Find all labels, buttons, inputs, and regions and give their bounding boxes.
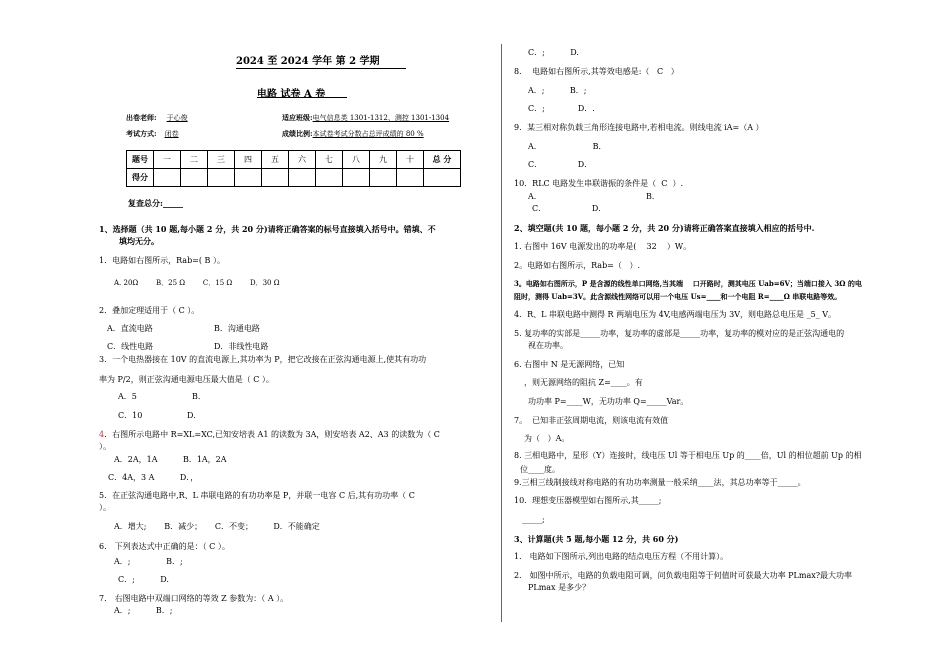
score-cell[interactable] <box>343 169 370 187</box>
score-header-cell: 三 <box>208 151 235 169</box>
q10-options-cd: C． D． <box>532 204 607 213</box>
score-header-cell: 题号 <box>127 151 154 169</box>
exam-title: 电路 试卷 A 卷 <box>257 89 326 100</box>
q2-option-a: A．直流电路 <box>107 324 153 333</box>
q1-options: A. 20Ω B．25 Ω C．15 Ω D．30 Ω <box>114 279 280 287</box>
calc-q1: 1． 电路如下图所示,列出电路的结点电压方程（不用计算）。 <box>514 552 729 561</box>
calc-q2-cont: PLmax 是多少？ <box>528 583 591 592</box>
q2-text: 2．叠加定理适用于（ C ）。 <box>99 306 200 315</box>
fill-q3-cont: 阻时，测得 Uab=3V。此含源线性网络可以用一个电压 Us=____和一个电阻 R=____Ω 串联电路等效。 <box>514 292 842 301</box>
year-line: 2024 至 2024 学年 第 2 学期 <box>236 56 380 67</box>
q2-option-d: D．非线性电路 <box>214 342 269 351</box>
q3-option-d: D． <box>187 411 202 420</box>
fill-q2: 2。电路如右图所示，Rab=（ ）. <box>514 261 641 270</box>
score-row-label: 得分 <box>127 169 154 187</box>
score-table <box>126 150 461 187</box>
score-cell[interactable] <box>424 169 461 187</box>
fill-q8: 8. 三相电路中，星形（Y）连接时，线电压 Ul 等于相电压 Up 的____倍，Ul 的相位超前 Up 的相 <box>514 451 862 460</box>
class-field: 适应班级:电气信息类 1301-1312、测控 1301-1304 <box>282 113 450 122</box>
q5-text-cont: ）。 <box>99 503 111 512</box>
score-header-cell: 八 <box>343 151 370 169</box>
score-cell[interactable] <box>208 169 235 187</box>
year-underline <box>236 68 406 69</box>
q9-options-cd: C． D． <box>528 160 593 169</box>
q3-text: 3．一个电热器接在 10V 的直流电源上,其功率为 P，把它改接在正弦沟通电源上,使其有功功 <box>99 355 427 364</box>
score-header-cell: 四 <box>235 151 262 169</box>
q8-options-cd: C．; D．. <box>528 104 595 113</box>
score-header-cell: 五 <box>262 151 289 169</box>
fill-q7: 7。 已知非正弦周期电流，则该电流有效值 <box>514 416 669 425</box>
fill-q6: 6. 右图中 N 是无源网络，已知 <box>514 360 625 369</box>
teacher-field: 出卷老师: 于心俊 <box>126 113 188 122</box>
score-table-score-row <box>127 169 461 187</box>
section1-heading: 1、选择题（共 10 题,每小题 2 分，共 20 分)请将正确答案的标号直接填入括号中。错填、不 <box>99 224 436 234</box>
section3-heading: 3、计算题(共 5 题,每小题 12 分，共 60 分) <box>514 534 679 544</box>
fill-q6-cont: ，则无源网络的阻抗 Z=____。有 <box>524 378 643 387</box>
score-cell[interactable] <box>235 169 262 187</box>
fill-q6-cont2: 功功率 P=____W，无功功率 Q=_____Var。 <box>528 397 689 406</box>
q8-text: 8． 电路如右图所示,其等效电感是:（ C ） <box>514 67 679 76</box>
q5-options: A．增大; B．减少； C．不变； D．不能确定 <box>114 522 320 531</box>
q7-options-cd: C．; D. <box>528 48 579 57</box>
score-cell[interactable] <box>154 169 181 187</box>
fill-q1: 1. 右图中 16V 电源发出的功率是( 32 ）W。 <box>514 242 692 251</box>
ratio-field: 成绩比例:本试卷考试分数占总评成绩的 80 % <box>282 129 424 138</box>
q9-options-ab: A． B． <box>528 142 607 151</box>
fill-q8-cont: 位____度。 <box>520 465 560 474</box>
q3-option-c: C．10 <box>118 411 143 420</box>
fill-q9: 9.三相三线制接线对称电路的有功功率测量一般采纳____法，其总功率等于_____。 <box>514 478 806 487</box>
score-header-cell: 九 <box>370 151 397 169</box>
q5-text: 5．在正弦沟通电路中,R、L 串联电路的有功功率是 P，并联一电容 C 后,其有功功率（ C <box>99 491 415 500</box>
score-cell[interactable] <box>370 169 397 187</box>
column-divider <box>501 44 502 622</box>
q4-options-cd: C．4A，3 A D．， <box>108 473 199 482</box>
section2-heading: 2、填空题(共 10 题，每小题 2 分，共 20 分)请将正确答案直接填入相应的括号中. <box>514 223 815 233</box>
q4-text-cont: ）。 <box>99 442 111 451</box>
score-header-cell: 一 <box>154 151 181 169</box>
score-header-cell: 总 分 <box>424 151 461 169</box>
q2-option-c: C．线性电路 <box>107 342 154 351</box>
q6-options-ab: A．; B．; <box>114 557 183 566</box>
q1-text: 1．电路如右图所示，Rab=( B ）。 <box>99 256 225 265</box>
q7-text: 7． 右图电路中双端口网络的等效 Z 参数为：（ A ）。 <box>99 594 289 603</box>
fill-q4: 4．R、L 串联电路中测得 R 两端电压为 4V,电感两端电压为 3V，则电路总电压是 _5_ V。 <box>514 310 836 319</box>
score-cell[interactable] <box>397 169 424 187</box>
q4-options-ab: A．2A，1A B．1A，2A <box>114 455 227 464</box>
fill-q5: 5. 复功率的实部是_____功率，复功率的虚部是_____功率，复功率的模对应的是正弦沟通电的 <box>514 329 845 338</box>
calc-q2: 2． 如图中所示，电路的负载电阻可调，问负载电阻等于何值时可获最大功率 PLmax?最大功率 <box>514 571 853 580</box>
q4-text: 4．右图所示电路中 R=XL=XC,已知安培表 A1 的读数为 3A，则安培表 A2、A3 的读数为（ C <box>99 430 440 439</box>
q3-option-a: A．5 <box>118 392 137 401</box>
score-table-header-row <box>127 151 461 169</box>
fill-q3: 3。电路如右图所示，P 是含源的线性单口网络,当其端 口开路时，测其电压 Uab=6V；当端口接入 3Ω 的电 <box>514 279 862 288</box>
score-header-cell: 十 <box>397 151 424 169</box>
reviewer-total: 复查总分:_____ <box>128 198 183 208</box>
q6-text: 6． 下列表达式中正确的是：（ C ）。 <box>99 542 230 551</box>
exam-mode-field: 考试方式: 闭卷 <box>126 129 179 138</box>
score-cell[interactable] <box>316 169 343 187</box>
score-cell[interactable] <box>262 169 289 187</box>
title-underline <box>257 97 347 98</box>
score-cell[interactable] <box>181 169 208 187</box>
q2-option-b: B．沟通电路 <box>214 324 260 333</box>
q3-option-b: B． <box>192 392 206 401</box>
score-cell[interactable] <box>289 169 316 187</box>
score-header-cell: 二 <box>181 151 208 169</box>
q10-options-ab: A． B． <box>528 192 660 201</box>
q8-options-ab: A．; B．; <box>528 86 587 95</box>
q7-options-ab: A．; B．; <box>114 606 173 615</box>
section1-heading-cont: 填均无分。 <box>119 236 159 246</box>
fill-q10: 10．理想变压器模型如右图所示,其_____; <box>514 496 662 505</box>
fill-q7-cont: 为（ ）A。 <box>524 434 570 443</box>
score-header-cell: 六 <box>289 151 316 169</box>
fill-q5-cont: 视在功率。 <box>528 341 568 350</box>
q3-text-cont: 率为 P/2，则正弦沟通电源电压最大值是（ C ）。 <box>99 375 274 384</box>
q9-text: 9．某三相对称负载三角形连接电路中,若相电流。则线电流 iA=（A ） <box>514 123 764 132</box>
fill-q10-cont: _____; <box>522 515 545 524</box>
q10-text: 10．RLC 电路发生串联谐振的条件是（ C ）. <box>514 179 684 188</box>
q6-options-cd: C．; D. <box>118 575 169 584</box>
score-header-cell: 七 <box>316 151 343 169</box>
